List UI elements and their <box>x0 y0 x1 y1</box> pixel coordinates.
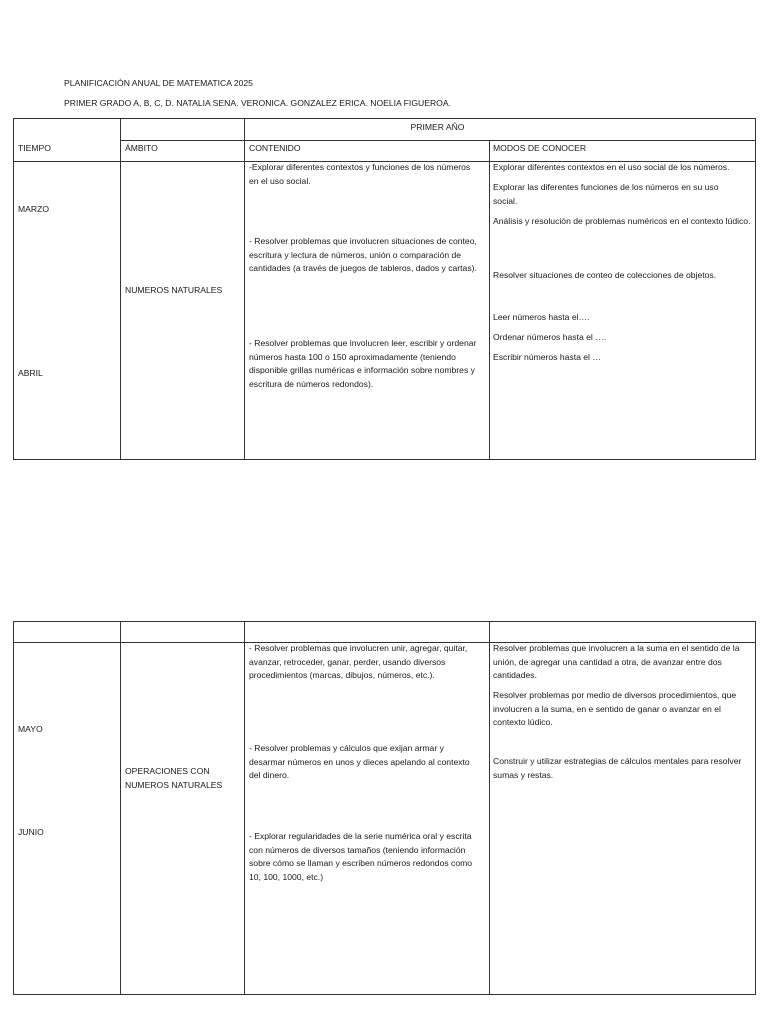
modos-item: Ordenar números hasta el …. <box>493 332 607 342</box>
modos-item: Leer números hasta el…. <box>493 312 590 322</box>
column-header-modos: MODOS DE CONOCER <box>493 143 587 153</box>
modos-item: Resolver problemas que involucren a la suma en el sentido de la unión, de agregar una cantidad a otra, de avanzar entre dos cantidades. <box>493 643 740 680</box>
month-label: MARZO <box>18 204 50 214</box>
column-divider <box>244 119 245 459</box>
column-divider <box>489 140 490 459</box>
column-divider <box>489 622 490 994</box>
modos-item: Explorar las diferentes funciones de los números en su uso social. <box>493 182 719 206</box>
modos-item: Resolver problemas por medio de diversos procedimientos, que involucren a la suma, en e sentido de ganar o avanzar en el contexto lúdico. <box>493 690 737 727</box>
modos-item: Análisis y resolución de problemas numéricos en el contexto lúdico. <box>493 216 751 226</box>
planning-table-operations <box>13 621 756 995</box>
month-label: ABRIL <box>18 368 43 378</box>
modos-item: Escribir números hasta el … <box>493 352 601 362</box>
column-header-tiempo: TIEMPO <box>18 143 51 153</box>
month-label: JUNIO <box>18 827 44 837</box>
modos-item: Explorar diferentes contextos en el uso social de los números. <box>493 162 730 172</box>
planning-table-first-year <box>13 118 756 460</box>
column-header-ambito: ÁMBITO <box>125 143 158 153</box>
ambito-value: NUMEROS NATURALES <box>125 285 223 295</box>
group-header: PRIMER AÑO <box>410 122 465 132</box>
month-label: MAYO <box>18 724 43 734</box>
column-divider <box>244 622 245 994</box>
contenido-item: -Explorar diferentes contextos y funciones de los números en el uso social. <box>249 162 471 186</box>
column-divider <box>120 622 121 994</box>
document-title: PLANIFICACIÓN ANUAL DE MATEMATICA 2025 <box>64 78 253 88</box>
modos-item: Resolver situaciones de conteo de colecciones de objetos. <box>493 270 717 280</box>
contenido-item: - Resolver problemas que involucren unir, agregar, quitar, avanzar, retroceder, ganar, perder, usando diversos procedimientos (marcas, dibujos, números, etc.). <box>249 643 468 680</box>
modos-item: Construir y utilizar estrategias de cálculos mentales para resolver sumas y restas. <box>493 756 742 780</box>
document-subtitle: PRIMER GRADO A, B, C, D. NATALIA SENA. VERONICA. GONZALEZ ERICA. NOELIA FIGUEROA. <box>64 98 451 108</box>
column-divider <box>120 119 121 459</box>
contenido-item: - Resolver problemas que involucren leer, escribir y ordenar números hasta 100 o 150 aproximadamente (teniendo disponible grillas numéricas e información sobre nombres y escritura de números redondos). <box>249 338 477 389</box>
contenido-item: - Explorar regularidades de la serie numérica oral y escrita con números de diversos tamaños (teniendo información sobre cómo se llaman y escriben números redondos como 10, 100, 1000, etc.) <box>249 831 473 882</box>
ambito-value: OPERACIONES CON NUMEROS NATURALES <box>125 766 223 790</box>
row-divider <box>120 140 755 141</box>
column-header-contenido: CONTENIDO <box>249 143 301 153</box>
contenido-item: - Resolver problemas que involucren situaciones de conteo, escritura y lectura de números, unión o comparación de cantidades (a través de juegos de tableros, dados y cartas). <box>249 236 477 273</box>
contenido-item: - Resolver problemas y cálculos que exijan armar y desarmar números en unos y dieces apelando al contexto del dinero. <box>249 743 470 780</box>
